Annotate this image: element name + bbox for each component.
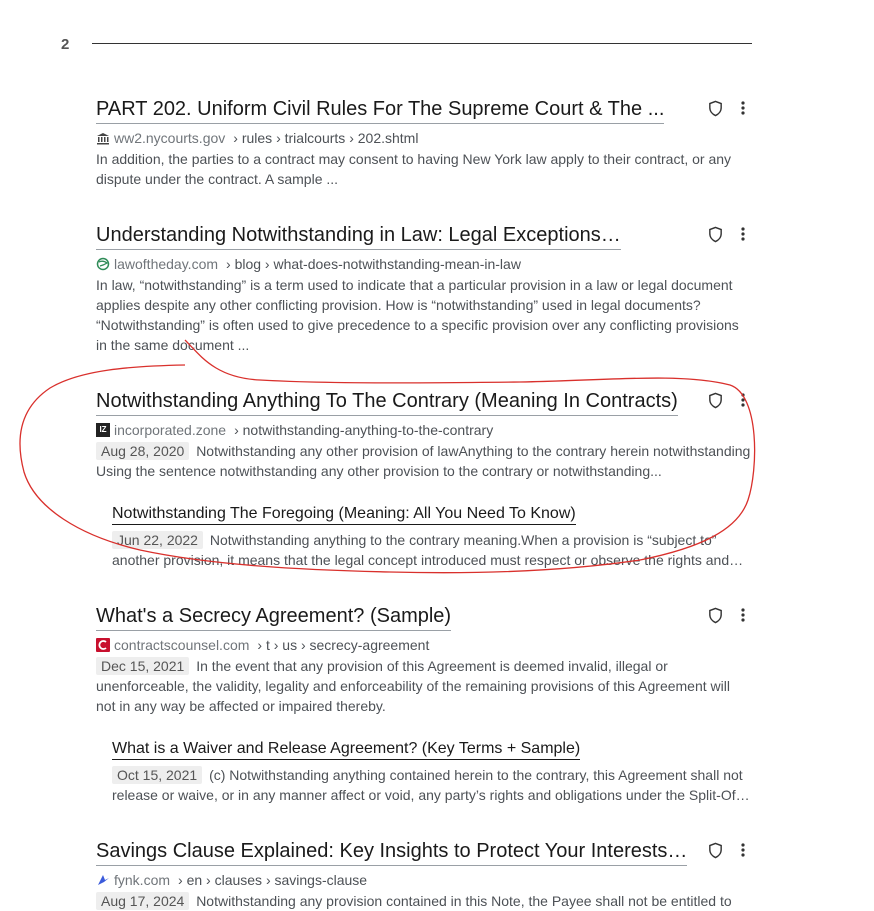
sub-result	[112, 503, 752, 570]
shield-icon[interactable]	[706, 391, 724, 409]
result-actions	[706, 225, 752, 243]
result-url	[96, 871, 752, 889]
search-result	[96, 388, 752, 481]
shield-icon[interactable]	[706, 225, 724, 243]
sub-result-title-link[interactable]: What is a Waiver and Release Agreement? (Key Terms + Sample)	[112, 738, 580, 760]
result-path: › notwithstanding-anything-to-the-contrary	[234, 422, 494, 438]
result-date: Aug 17, 2024	[96, 892, 189, 910]
result-snippet	[96, 891, 752, 911]
page-number: 2	[61, 36, 70, 53]
iz-logo-icon: IZ	[96, 423, 110, 437]
page-divider	[92, 43, 752, 44]
result-date: Jun 22, 2022	[112, 531, 203, 549]
sub-result-snippet-text: Notwithstanding anything to the contrary meaning.When a provision is “subject to” another provision, it means that the legal concept introduced must respect or observe the rights and…	[112, 532, 744, 568]
sub-result-snippet-text: (c) Notwithstanding anything contained herein to the contrary, this Agreement shall not release or waive, or in any manner affect or void, any party’s rights and obligations under the Split-Of…	[112, 767, 750, 803]
sub-result	[112, 738, 752, 805]
result-title-link[interactable]: What's a Secrecy Agreement? (Sample)	[96, 603, 451, 631]
more-vert-icon[interactable]	[734, 225, 752, 243]
result-url	[96, 129, 752, 147]
search-result	[96, 838, 752, 911]
shield-icon[interactable]	[706, 606, 724, 624]
result-site[interactable]: contractscounsel.com	[114, 637, 250, 653]
result-site[interactable]: ww2.nycourts.gov	[114, 130, 226, 146]
shield-icon[interactable]	[706, 841, 724, 859]
more-vert-icon[interactable]	[734, 841, 752, 859]
bird-icon	[96, 873, 110, 887]
result-date: Aug 28, 2020	[96, 442, 189, 460]
result-url	[96, 636, 752, 654]
search-result	[96, 222, 752, 355]
sub-result-snippet	[112, 530, 752, 570]
result-date: Dec 15, 2021	[96, 657, 189, 675]
result-actions	[706, 99, 752, 117]
result-path: › rules › trialcourts › 202.shtml	[233, 130, 419, 146]
result-snippet	[96, 441, 752, 481]
result-title-link[interactable]: Savings Clause Explained: Key Insights to Protect Your Interests…	[96, 838, 687, 866]
result-path: › blog › what-does-notwithstanding-mean-in-law	[226, 256, 521, 272]
result-site[interactable]: incorporated.zone	[114, 422, 227, 438]
more-vert-icon[interactable]	[734, 99, 752, 117]
result-path: › t › us › secrecy-agreement	[257, 637, 430, 653]
sub-result-title-link[interactable]: Notwithstanding The Foregoing (Meaning: All You Need To Know)	[112, 503, 576, 525]
result-title-link[interactable]: PART 202. Uniform Civil Rules For The Supreme Court & The ...	[96, 96, 664, 124]
more-vert-icon[interactable]	[734, 606, 752, 624]
search-result	[96, 96, 752, 189]
result-snippet-text: Notwithstanding any other provision of lawAnything to the contrary herein notwithstanding Using the sentence notwithstanding any other provision to the contrary or notwithstanding...	[96, 443, 751, 479]
result-actions	[706, 606, 752, 624]
contracts-logo-icon	[96, 638, 110, 652]
result-site[interactable]: fynk.com	[114, 872, 171, 888]
globe-icon	[96, 257, 110, 271]
result-snippet: In addition, the parties to a contract may consent to having New York law apply to their contract, or any dispute under the contract. A sample ...	[96, 151, 732, 187]
result-title-link[interactable]: Understanding Notwithstanding in Law: Legal Exceptions…	[96, 222, 621, 250]
result-snippet: In law, “notwithstanding” is a term used to indicate that a particular provision in a law or legal document applies despite any other conflicting provision. How is “notwithstanding” used in legal documents? “Notwithstanding” is often used to give precedence to a specific provision over any conflicting provisions in the same document ...	[96, 277, 739, 353]
result-path: › en › clauses › savings-clause	[178, 872, 368, 888]
search-result	[96, 603, 752, 716]
result-snippet	[96, 656, 752, 716]
result-actions	[706, 841, 752, 859]
result-url	[96, 255, 752, 273]
result-snippet-text: In the event that any provision of this Agreement is deemed invalid, illegal or unenforceable, the validity, legality and enforceability of the remaining provisions of this Agreement will not in any way be affected or impaired thereby.	[96, 658, 730, 714]
result-snippet-text: Notwithstanding any provision contained in this Note, the Payee shall not be entitled to	[196, 893, 732, 909]
result-url	[96, 421, 752, 439]
result-site[interactable]: lawoftheday.com	[114, 256, 219, 272]
courthouse-icon	[96, 131, 110, 145]
shield-icon[interactable]	[706, 99, 724, 117]
result-actions	[706, 391, 752, 409]
result-title-link[interactable]: Notwithstanding Anything To The Contrary (Meaning In Contracts)	[96, 388, 678, 416]
more-vert-icon[interactable]	[734, 391, 752, 409]
sub-result-snippet	[112, 765, 752, 805]
result-date: Oct 15, 2021	[112, 766, 202, 784]
